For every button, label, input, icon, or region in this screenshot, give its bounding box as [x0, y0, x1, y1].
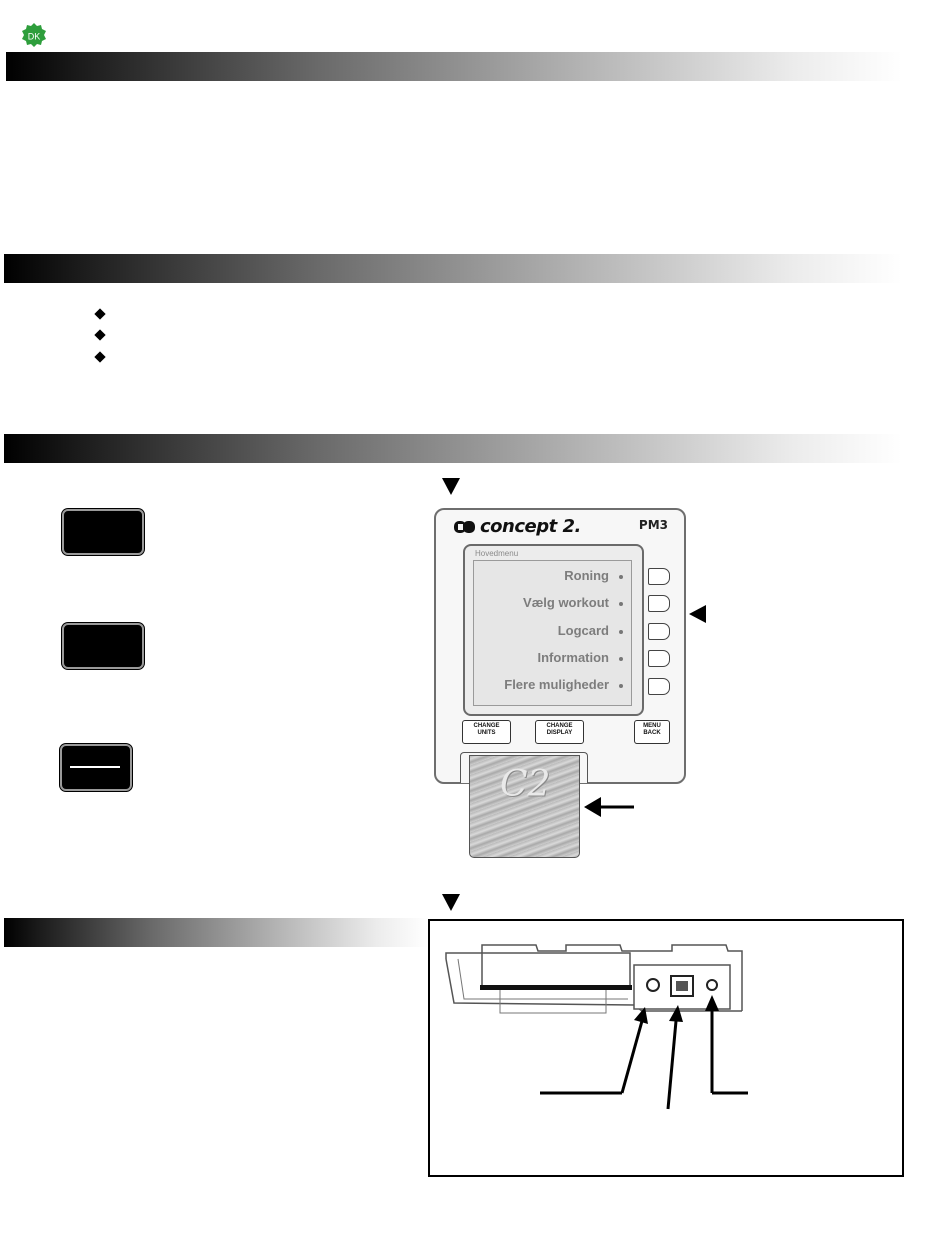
change-display-button[interactable]: CHANGE DISPLAY: [535, 720, 584, 744]
language-badge-icon: [21, 23, 47, 49]
diamond-bullet-icon: [94, 351, 105, 362]
section-bar-2: [4, 254, 902, 283]
section-bar-3: [4, 434, 902, 463]
menu-item-vaelg-workout[interactable]: Vælg workout: [523, 595, 609, 610]
menu-back-button[interactable]: MENU BACK: [634, 720, 670, 744]
key-illustration-1: [62, 509, 144, 555]
soft-key-5[interactable]: [648, 678, 670, 695]
soft-key-2[interactable]: [648, 595, 670, 612]
section-bar-1: [6, 52, 902, 81]
monitor-screen-frame: [463, 544, 644, 716]
screen-title: Hovedmenu: [475, 549, 519, 558]
menu-item-logcard[interactable]: Logcard: [557, 623, 609, 638]
diamond-bullet-icon: [94, 329, 105, 340]
menu-dot: [619, 657, 623, 661]
key-underline: [70, 766, 120, 768]
monitor-brand: concept 2.: [480, 516, 581, 537]
key-illustration-3: [60, 744, 132, 791]
connector-panel: [428, 919, 904, 1177]
monitor-model: PM3: [638, 518, 668, 532]
language-badge-label: DK: [27, 31, 41, 42]
menu-item-information[interactable]: Information: [537, 650, 609, 665]
arrow-left-icon: [584, 794, 636, 820]
triangle-down-icon: [442, 894, 460, 911]
connector-diagram: [430, 921, 902, 1175]
soft-key-3[interactable]: [648, 623, 670, 640]
soft-key-4[interactable]: [648, 650, 670, 667]
concept2-logo-icon: [454, 520, 480, 534]
section-bar-4: [4, 918, 428, 947]
diamond-bullet-icon: [94, 308, 105, 319]
menu-dot: [619, 602, 623, 606]
menu-dot: [619, 630, 623, 634]
menu-item-flere-muligheder[interactable]: Flere muligheder: [504, 677, 609, 692]
menu-item-roning[interactable]: Roning: [564, 568, 609, 583]
change-units-button[interactable]: CHANGE UNITS: [462, 720, 511, 744]
key-illustration-2: [62, 623, 144, 669]
pm3-monitor: [434, 508, 686, 784]
soft-key-1[interactable]: [648, 568, 670, 585]
menu-dot: [619, 684, 623, 688]
logcard-image: [469, 755, 580, 858]
triangle-left-icon: [689, 605, 706, 623]
triangle-down-icon: [442, 478, 460, 495]
logcard-c2-icon: C2: [500, 764, 551, 805]
menu-dot: [619, 575, 623, 579]
monitor-screen: [473, 560, 632, 706]
